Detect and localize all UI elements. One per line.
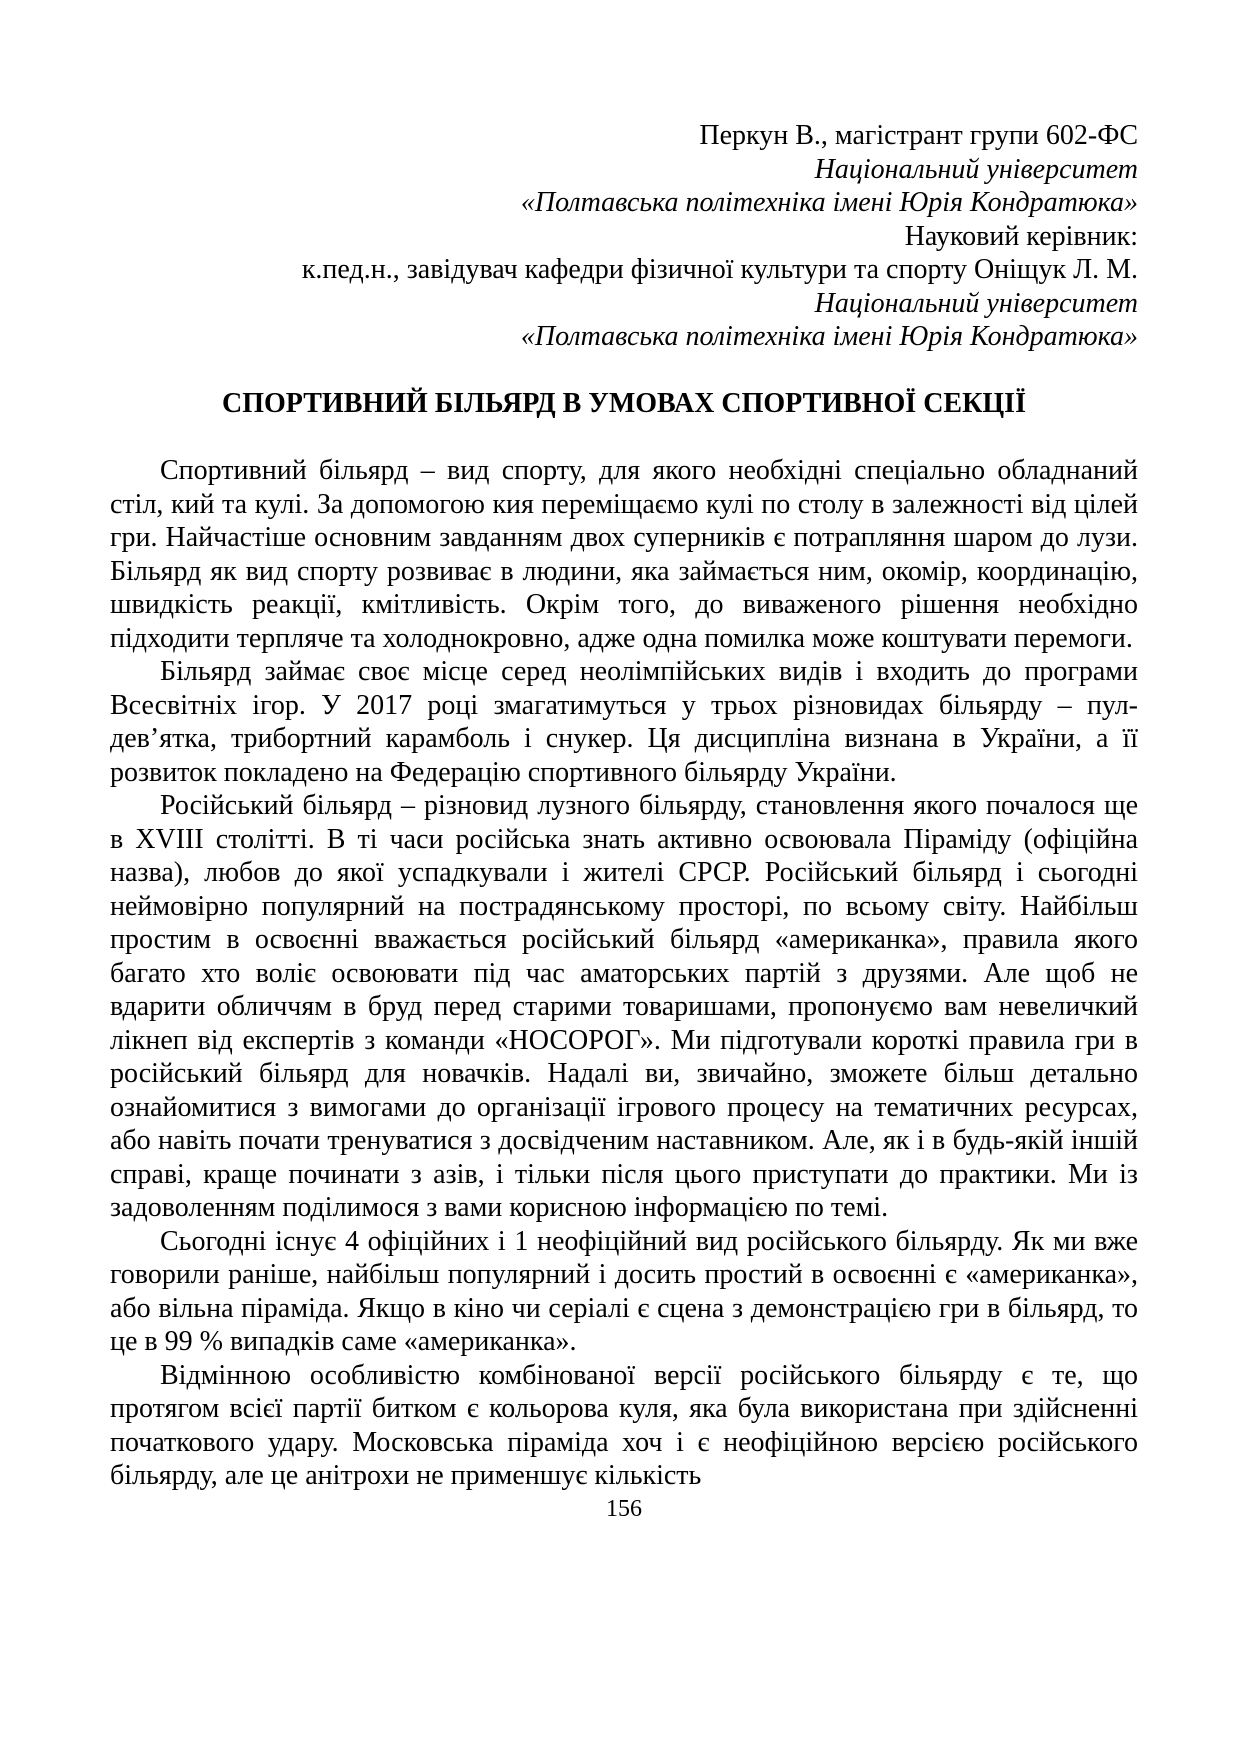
author-block xyxy=(110,119,1138,354)
byline-line: Науковий керівник: xyxy=(904,220,1138,252)
byline-line: к.пед.н., завідувач кафедри фізичної культури та спорту Оніщук Л. М. xyxy=(301,254,1138,285)
paragraph: Сьогодні існує 4 офіційних і 1 неофіційний вид російського більярду. Як ми вже говорили раніше, найбільш популярний і досить простий в освоєнні є «американка», або вільна піраміда. Якщо в кіно чи серіалі є сцена з демонстрацією гри в більярд, то це в 99 % випадків саме «американка». xyxy=(110,1225,1138,1357)
paragraph: Спортивний більярд – вид спорту, для якого необхідні спеціально обладнаний стіл, кий та кулі. За допомогою кия переміщаємо кулі по столу в залежності від цілей гри. Найчастіше основним завданням двох суперників є потрапляння шаром до лузи. Більярд як вид спорту розвиває в людини, яка займається ним, окомір, координацію, швидкість реакції, кмітливість. Окрім того, до виваженого рішення необхідно підходити терпляче та холоднокровно, адже одна помилка може коштувати перемоги. xyxy=(110,455,1138,654)
byline-line: Національний університет xyxy=(814,153,1138,185)
paragraph: Відмінною особливістю комбінованої версії російського більярду є те, що протягом всієї партії битком є кольорова куля, яка була використана при здійсненні початкового удару. Московська піраміда хоч і є неофіційною версією російського більярду, але це анітрохи не применшує кількість xyxy=(110,1359,1138,1491)
page-number: 156 xyxy=(606,1495,642,1522)
paragraph: Російський більярд – різновид лузного більярду, становлення якого почалося ще в XVIII столітті. В ті часи російська знать активно освоювала Піраміду (офіційна назва), любов до якої успадкували і жителі СРСР. Російський більярд і сьогодні неймовірно популярний на пострадянському просторі, по всьому світу. Найбільш простим в освоєнні вважається російський більярд «американка», правила якого багато хто воліє освоювати під час аматорських партій з друзями. Але щоб не вдарити обличчям в бруд перед старими товаришами, пропонуємо вам невеличкий лікнеп від експертів з команди «НОСОРОГ». Ми підготували короткі правила гри в російський більярд для новачків. Надалі ви, звичайно, зможете більш детально ознайомитися з вимогами до організації ігрового процесу на тематичних ресурсах, або навіть почати тренуватися з досвідченим наставником. Але, як і в будь-якій іншій справі, краще починати з азів, і тільки після цього приступати до практики. Ми із задоволенням поділимося з вами корисною інформацією по темі. xyxy=(110,790,1138,1223)
paper-body xyxy=(110,454,1138,1493)
byline-line: Національний університет xyxy=(814,287,1138,319)
byline-line: «Полтавська політехніка імені Юрія Кондратюка» xyxy=(520,187,1138,218)
paragraph: Більярд займає своє місце серед неолімпійських видів і входить до програми Всесвітніх ігор. У 2017 році змагатимуться у трьох різновидах більярду – пул-дев’ятка, трибортний карамболь і снукер. Ця дисципліна визнана в України, а її розвиток покладено на Федерацію спортивного більярду України. xyxy=(110,656,1138,788)
byline-line: Перкун В., магістрант групи 602-ФС xyxy=(699,120,1138,151)
byline-line: «Полтавська політехніка імені Юрія Кондратюка» xyxy=(520,321,1138,352)
paper-title: СПОРТИВНИЙ БІЛЬЯРД В УМОВАХ СПОРТИВНОЇ СЕКЦІЇ xyxy=(222,388,1026,419)
